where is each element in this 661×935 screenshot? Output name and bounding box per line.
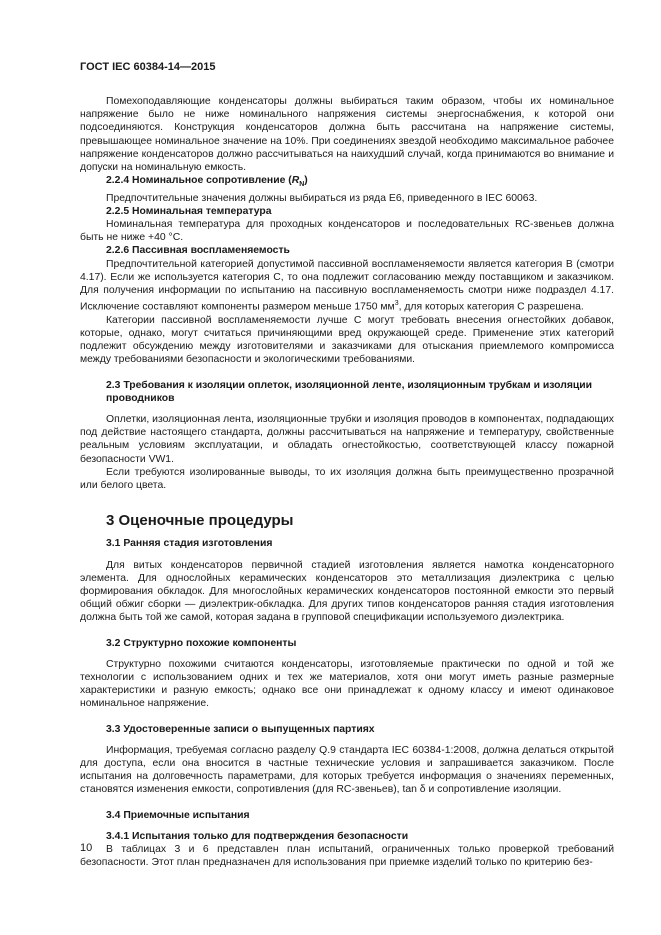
- paragraph-3-4-1: В таблицах 3 и 6 представлен план испытаний, ограниченных только проверкой требований безопасности. Этот план предназначен для использования при приемке изделий только по критерию без-: [80, 844, 614, 869]
- paragraph-3-1: Для витых конденсаторов первичной стадией изготовления является намотка конденсаторного элемента. Для однослойных керамических конденсаторов это металлизация диэлектрика с целью формирования обкладок. Для многослойных керамических конденсаторов постоянной емкости это первый общий обжиг сборки — диэлектрик-обкладка. Для других типов конденсаторов ранняя стадия изготовления должна быть той же самой, которая задана в групповой спецификации используемого диэлектрика.: [80, 559, 614, 624]
- paragraph-2-2-5: Номинальная температура для проходных конденсаторов и последовательных RC-звеньев должна быть не ниже +40 °С.: [80, 218, 614, 244]
- document-header: ГОСТ IEC 60384-14—2015: [80, 61, 216, 73]
- heading-2-2-4-text: 2.2.4 Номинальное сопротивление (: [106, 175, 292, 187]
- heading-3-4: 3.4 Приемочные испытания: [106, 809, 250, 821]
- paragraph-2-3a: Оплетки, изоляционная лента, изоляционные трубки и изоляция проводов в компонентах, подпадающих под действие настоящего стандарта, должны рассчитываться на напряжение и температуру, свойственные реальным условиям эксплуатации, и обладать огнестойкостью, соответствующей классу пожарной безопасности VW1.: [80, 414, 614, 465]
- page-content: [80, 95, 614, 870]
- page-number: 10: [80, 842, 93, 854]
- heading-3-2: 3.2 Структурно похожие компоненты: [106, 637, 297, 649]
- heading-2-2-4-close: ): [304, 175, 308, 187]
- paragraph-2-2-6a-main: Предпочтительной категорией допустимой пассивной воспламеняемости является категория В (смотри 4.17). Если же используется категория С, то она подлежит согласованию между поставщиком и заказчиком. Для получения информации по испытанию на пассивную воспламеняемость смотри ниже подраздел 4.17. Исключение составляют компоненты размером меньше 1750 мм: [80, 258, 614, 313]
- heading-2-3: 2.3 Требования к изоляции оплеток, изоляционной ленте, изоляционным трубкам и изоляции проводников: [106, 379, 593, 404]
- paragraph-2-2-6a-end: , для которых категория С разрешена.: [398, 301, 584, 313]
- heading-2-2-5: 2.2.5 Номинальная температура: [106, 205, 272, 217]
- heading-2-2-4: [106, 174, 614, 191]
- paragraph-2-2-6a: [80, 258, 614, 314]
- heading-2-2-4-subscript: N: [299, 181, 305, 189]
- heading-3-4-1: 3.4.1 Испытания только для подтверждения безопасности: [106, 830, 409, 842]
- paragraph-2-2-6a-superscript: 3: [394, 300, 399, 308]
- heading-2-2-4-symbol: R: [291, 175, 300, 187]
- heading-2-2-6: 2.2.6 Пассивная воспламеняемость: [106, 245, 290, 257]
- paragraph-intro: Помехоподавляющие конденсаторы должны выбираться таким образом, чтобы их номинальное напряжение было не ниже номинального напряжения системы энергоснабжения, к которой они подсоединяются. Конструкция конденсаторов должна быть рассчитана на напряжение системы, превышающее номинальное значение на 10%. При соединениях звездой необходимо максимальное рабочее напряжение конденсаторов должно рассчитываться на наихудший случай, когда принимаются во внимание и допуски на номинальную емкость.: [80, 96, 614, 174]
- paragraph-3-2: Структурно похожими считаются конденсаторы, изготовляемые практически по одной и той же технологии с использованием одних и тех же материалов, хотя они могут иметь разные размерные характеристики и разную емкость; однако все они принадлежат к одному классу и имеют одинаковое номинальное напряжение.: [80, 658, 614, 710]
- heading-3-1: 3.1 Ранняя стадия изготовления: [106, 538, 273, 550]
- paragraph-2-2-4: Предпочтительные значения должны выбираться из ряда Е6, приведенного в IEC 60063.: [106, 192, 538, 204]
- paragraph-3-3: Информация, требуемая согласно разделу Q.9 стандарта IEC 60384-1:2008, должна делаться открытой для доступа, если она вносится в частные технические условия и запрашивается заказчиком. После испытания на долговечность параметрами, для которых требуется информация о значениях переменных, становятся изменения емкости, сопротивления (для RC-звеньев), tan δ и сопротивление изоляции.: [80, 744, 614, 796]
- heading-3-3: 3.3 Удостоверенные записи о выпущенных партиях: [106, 723, 375, 735]
- paragraph-2-3b: Если требуются изолированные выводы, то их изоляция должна быть преимущественно прозрачной или белого цвета.: [80, 466, 614, 492]
- heading-3: 3 Оценочные процедуры: [106, 512, 294, 530]
- paragraph-2-2-6b: Категории пассивной воспламеняемости лучше С могут требовать внесения огнестойких добавок, которые, однако, могут считаться причиняющими вред окружающей среде. Применение этих категорий подлежит обсуждению между изготовителями и заказчиками для отыскания приемлемого компромисса между требованиями безопасности и экологическими требованиями.: [80, 314, 614, 366]
